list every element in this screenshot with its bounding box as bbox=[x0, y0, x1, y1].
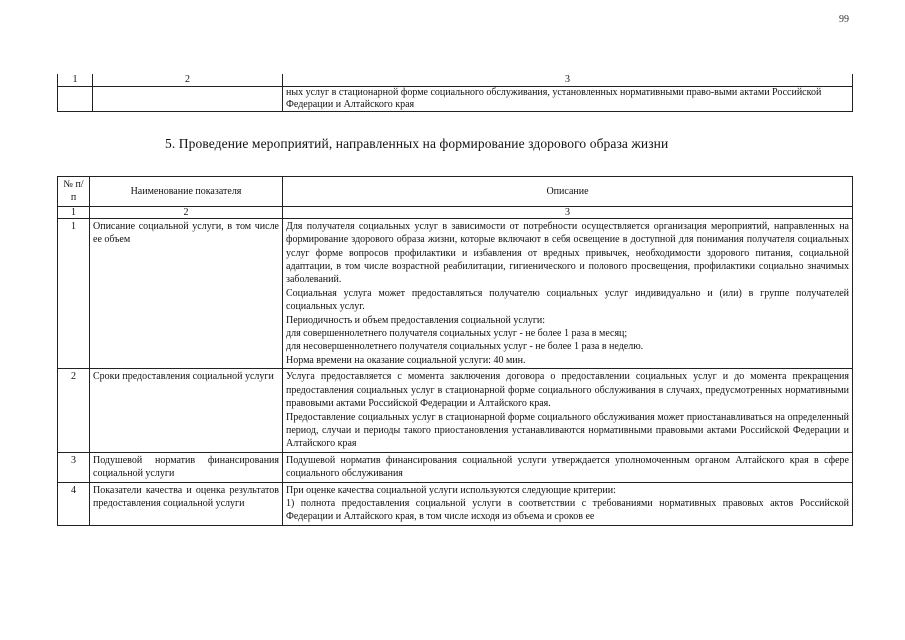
col-number-2: 2 bbox=[90, 206, 283, 218]
table-row bbox=[58, 86, 853, 111]
description-paragraph: Предоставление социальных услуг в стационарной форме социального обслуживания может приостанавливаться на определенный период, случаи и периоды такого приостановления устанавливаются нормативными правовыми актами Российской Федерации и Алтайского края bbox=[286, 411, 849, 450]
col-number-2: 2 bbox=[93, 74, 283, 86]
col-number-1: 1 bbox=[58, 206, 90, 218]
continued-table bbox=[57, 74, 853, 112]
col-number-3: 3 bbox=[283, 74, 853, 86]
row-number: 3 bbox=[58, 452, 90, 482]
row-number: 4 bbox=[58, 482, 90, 525]
indicators-table bbox=[57, 176, 853, 526]
continuation-text: ных услуг в стационарной форме социального обслуживания, установленных нормативными право-выми актами Российской Федерации и Алтайского края bbox=[283, 86, 853, 111]
description-paragraph: Услуга предоставляется с момента заключения договора о предоставлении социальных услуг и до момента прекращения предоставления социальных услуг в стационарной форме социального обслуживания в случаях, предусмотренных нормативными правовыми актами Российской Федерации и Алтайского края. bbox=[286, 371, 849, 410]
indicator-name: Сроки предоставления социальной услуги bbox=[90, 369, 283, 452]
col-number-1: 1 bbox=[58, 74, 93, 86]
description-paragraph: При оценке качества социальной услуги используются следующие критерии: bbox=[286, 484, 616, 496]
table-header-row bbox=[58, 177, 853, 207]
description-paragraph: 1) полнота предоставления социальной услуги в соответствии с требованиями нормативных правовых актов Российской Федерации и Алтайского края, в том числе исходя из объема и сроков ее bbox=[286, 497, 849, 523]
table-header-numbers-row bbox=[58, 74, 853, 86]
empty-cell bbox=[58, 86, 93, 111]
indicator-description bbox=[283, 452, 853, 482]
description-paragraph: Подушевой норматив финансирования социальной услуги утверждается уполномоченным органом Алтайского края в сфере социального обслуживания bbox=[286, 454, 849, 480]
table-row bbox=[58, 452, 853, 482]
indicator-description bbox=[283, 218, 853, 368]
table-header-numbers-row bbox=[58, 206, 853, 218]
indicator-description bbox=[283, 482, 853, 525]
indicator-name: Подушевой норматив финансирования социальной услуги bbox=[90, 452, 283, 482]
section-heading: 5. Проведение мероприятий, направленных на формирование здорового образа жизни bbox=[165, 136, 669, 151]
table-row bbox=[58, 482, 853, 525]
header-description: Описание bbox=[283, 177, 853, 207]
row-number: 1 bbox=[58, 218, 90, 368]
description-paragraph: для несовершеннолетнего получателя социальных услуг - не более 1 раза в неделю. bbox=[286, 341, 644, 353]
table-row bbox=[58, 369, 853, 452]
col-number-3: 3 bbox=[283, 206, 853, 218]
indicator-name: Описание социальной услуги, в том числе ее объем bbox=[90, 218, 283, 368]
description-paragraph: для совершеннолетнего получателя социальных услуг - не более 1 раза в месяц; bbox=[286, 328, 628, 340]
header-name: Наименование показателя bbox=[90, 177, 283, 207]
row-number: 2 bbox=[58, 369, 90, 452]
description-paragraph: Периодичность и объем предоставления социальной услуги: bbox=[286, 314, 546, 326]
empty-cell bbox=[93, 86, 283, 111]
description-paragraph: Для получателя социальных услуг в зависимости от потребности осуществляется организация мероприятий, направленных на формирование здорового образа жизни, которые включают в себя освещение в доступной для понимания получателя социальных услуг форме вопросов профилактики и избавления от вредных привычек, необходимости здорового питания, социальной адаптации, в том числе возрастной реабилитации, гигиенического и полового просвещения, профилактики социально значимых заболеваний. bbox=[286, 220, 849, 286]
indicator-description bbox=[283, 369, 853, 452]
description-paragraph: Норма времени на оказание социальной услуги: 40 мин. bbox=[286, 354, 526, 366]
description-paragraph: Социальная услуга может предоставляться получателю социальных услуг индивидуально и (или) в группе получателей социальных услуг. bbox=[286, 287, 849, 313]
header-num: № п/п bbox=[58, 177, 90, 207]
indicator-name: Показатели качества и оценка результатов предоставления социальной услуги bbox=[90, 482, 283, 525]
page-number: 99 bbox=[839, 14, 849, 25]
table-row bbox=[58, 218, 853, 368]
